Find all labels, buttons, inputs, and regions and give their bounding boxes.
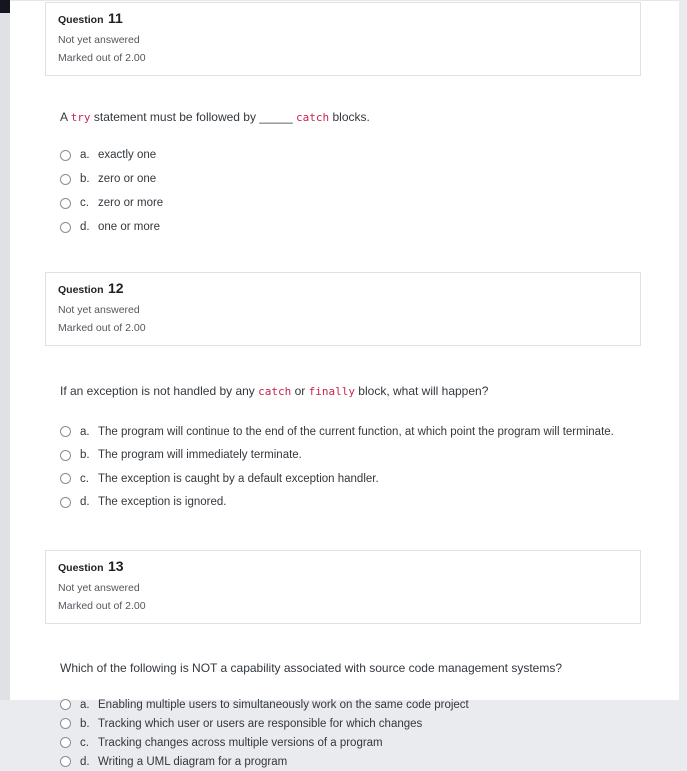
question-title: [58, 558, 628, 576]
radio-button[interactable]: [60, 198, 71, 209]
answer-options: [60, 143, 639, 239]
option-text: zero or more: [98, 197, 164, 209]
question-title: [58, 280, 628, 298]
option-text: one or more: [98, 221, 161, 233]
radio-button[interactable]: [60, 756, 71, 767]
question-block-12: [10, 272, 679, 514]
question-text-part: Which of the following is NOT a capability associated with source code management systems?: [60, 661, 563, 675]
answer-options: [60, 695, 639, 771]
question-text-part: block, what will happen?: [354, 384, 489, 398]
code-keyword: catch: [258, 385, 292, 398]
code-keyword: try: [70, 111, 91, 124]
question-number: 13: [107, 558, 124, 574]
question-info-box: [45, 272, 641, 346]
question-status: Not yet answered: [58, 34, 140, 46]
radio-button[interactable]: [60, 473, 71, 484]
answer-option-c[interactable]: [60, 733, 639, 752]
radio-button[interactable]: [60, 426, 71, 437]
page-left-margin: [0, 0, 10, 700]
question-block-13: [10, 550, 679, 771]
question-text: [60, 383, 639, 400]
question-marks: Marked out of 2.00: [58, 52, 146, 64]
question-text-part: or: [291, 384, 309, 398]
option-text: Tracking changes across multiple versions of a program: [98, 736, 383, 749]
question-text-part: If an exception is not handled by any: [60, 384, 259, 398]
option-text: zero or one: [98, 173, 157, 185]
question-status: Not yet answered: [58, 304, 140, 316]
answer-option-d[interactable]: [60, 215, 639, 239]
radio-button[interactable]: [60, 497, 71, 508]
answer-option-b[interactable]: [60, 714, 639, 733]
question-text-part: A: [60, 110, 71, 124]
option-text: The program will immediately terminate.: [98, 449, 302, 462]
question-number: 12: [107, 280, 124, 296]
radio-button[interactable]: [60, 174, 71, 185]
question-number: 11: [107, 10, 123, 26]
code-keyword: catch: [296, 111, 330, 124]
answer-option-b[interactable]: [60, 167, 639, 191]
question-body: [60, 660, 639, 771]
question-text: [60, 660, 639, 676]
radio-button[interactable]: [60, 737, 71, 748]
question-title: [58, 10, 628, 28]
question-text-part: statement must be followed by _____: [90, 110, 297, 124]
option-letter: d.: [80, 755, 90, 768]
option-letter: a.: [80, 425, 90, 438]
question-marks: Marked out of 2.00: [58, 600, 146, 612]
question-body: [60, 109, 639, 239]
answer-option-a[interactable]: [60, 695, 639, 714]
option-letter: c.: [80, 736, 89, 749]
answer-option-c[interactable]: [60, 467, 639, 491]
quiz-content: [10, 0, 679, 768]
radio-button[interactable]: [60, 450, 71, 461]
question-body: [60, 383, 639, 514]
question-text-part: blocks.: [329, 110, 370, 124]
answer-options: [60, 420, 639, 514]
option-letter: d.: [80, 496, 90, 509]
option-text: Enabling multiple users to simultaneously work on the same code project: [98, 698, 469, 711]
option-text: exactly one: [98, 149, 157, 161]
option-letter: a.: [80, 698, 90, 711]
option-text: Tracking which user or users are responsible for which changes: [98, 717, 423, 730]
answer-option-c[interactable]: [60, 191, 639, 215]
radio-button[interactable]: [60, 699, 71, 710]
option-letter: d.: [80, 221, 90, 233]
answer-option-b[interactable]: [60, 444, 639, 468]
radio-button[interactable]: [60, 718, 71, 729]
option-letter: a.: [80, 149, 90, 161]
question-label: Question: [58, 14, 104, 26]
question-label: Question: [58, 284, 104, 296]
answer-option-a[interactable]: [60, 143, 639, 167]
question-block-11: [10, 2, 679, 239]
option-text: The program will continue to the end of the current function, at which point the program will terminate.: [98, 425, 614, 438]
question-info-box: [45, 2, 641, 76]
question-status: Not yet answered: [58, 582, 140, 594]
option-letter: b.: [80, 717, 90, 730]
answer-option-d[interactable]: [60, 752, 639, 771]
question-label: Question: [58, 562, 104, 574]
code-keyword: finally: [308, 385, 355, 398]
answer-option-d[interactable]: [60, 491, 639, 515]
option-letter: b.: [80, 173, 90, 185]
answer-option-a[interactable]: [60, 420, 639, 444]
question-text: [60, 109, 639, 126]
option-letter: c.: [80, 472, 89, 485]
question-info-box: [45, 550, 641, 624]
option-text: The exception is ignored.: [98, 496, 227, 509]
option-letter: c.: [80, 197, 89, 209]
question-marks: Marked out of 2.00: [58, 322, 146, 334]
option-text: Writing a UML diagram for a program: [98, 755, 288, 768]
option-letter: b.: [80, 449, 90, 462]
radio-button[interactable]: [60, 222, 71, 233]
corner-notch: [0, 0, 10, 13]
radio-button[interactable]: [60, 150, 71, 161]
option-text: The exception is caught by a default exception handler.: [98, 472, 379, 485]
